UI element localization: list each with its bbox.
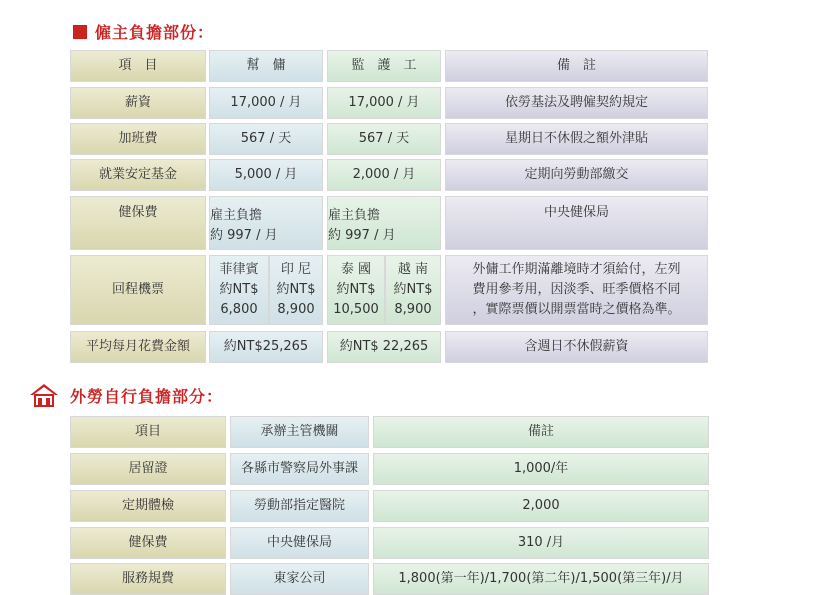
s2-header-agency: 承辦主管機關 — [230, 416, 369, 448]
fund-helper: 5,000 / 月 — [209, 159, 323, 191]
s2-agency-service-fee: 東家公司 — [230, 563, 369, 595]
row-label-return-ticket: 回程機票 — [70, 255, 206, 325]
average-note: 含週日不休假薪資 — [445, 331, 708, 363]
s2-agency-health-insurance: 中央健保局 — [230, 527, 369, 559]
fund-caregiver: 2,000 / 月 — [327, 159, 441, 191]
s2-note-service-fee: 1,800(第一年)/1,700(第二年)/1,500(第三年)/月 — [373, 563, 709, 595]
row-label-average-monthly: 平均每月花費金額 — [70, 331, 206, 363]
ticket-indonesia-country: 印 尼 — [280, 262, 312, 277]
health-caregiver-line2: 約 997 / 月 — [328, 228, 396, 243]
house-icon — [28, 382, 60, 408]
s2-label-health-checkup: 定期體檢 — [70, 490, 226, 522]
ticket-thailand-country: 泰 國 — [340, 262, 372, 277]
average-caregiver: 約NT$ 22,265 — [327, 331, 441, 363]
ticket-indonesia-amount: 8,900 — [277, 302, 315, 317]
health-helper — [209, 196, 323, 250]
ticket-note-line2: 費用參考用，因淡季、旺季價格不同 — [472, 282, 681, 297]
row-label-salary: 薪資 — [70, 87, 206, 119]
s2-header-item: 項目 — [70, 416, 226, 448]
s2-label-health-insurance: 健保費 — [70, 527, 226, 559]
s2-agency-health-checkup: 勞動部指定醫院 — [230, 490, 369, 522]
salary-note: 依勞基法及聘僱契約規定 — [445, 87, 708, 119]
health-note: 中央健保局 — [445, 196, 708, 250]
header-note: 備 註 — [445, 50, 708, 82]
health-caregiver — [327, 196, 441, 250]
employer-section-title — [73, 20, 214, 43]
row-label-health-insurance: 健保費 — [70, 196, 206, 250]
s2-note-health-insurance: 310 /月 — [373, 527, 709, 559]
ticket-thailand-currency: 約NT$ — [336, 282, 376, 297]
ticket-note-line3: ，實際票價以開票當時之價格為準。 — [472, 302, 681, 317]
ticket-vietnam-amount: 8,900 — [394, 302, 432, 317]
employer-section-title-text: 僱主負擔部份： — [95, 23, 215, 42]
header-helper: 幫 傭 — [209, 50, 323, 82]
s2-agency-residence-permit: 各縣市警察局外事課 — [230, 453, 369, 485]
fund-note: 定期向勞動部繳交 — [445, 159, 708, 191]
salary-caregiver: 17,000 / 月 — [327, 87, 441, 119]
overtime-caregiver: 567 / 天 — [327, 123, 441, 155]
ticket-note — [445, 255, 708, 325]
ticket-philippines-amount: 6,800 — [220, 302, 258, 317]
header-item: 項 目 — [70, 50, 206, 82]
row-label-stabilization-fund: 就業安定基金 — [70, 159, 206, 191]
ticket-thailand-amount: 10,500 — [333, 302, 379, 317]
health-helper-line2: 約 997 / 月 — [210, 228, 278, 243]
worker-section-title — [28, 382, 223, 408]
ticket-philippines-currency: 約NT$ — [219, 282, 259, 297]
ticket-indonesia-currency: 約NT$ — [276, 282, 316, 297]
row-label-overtime: 加班費 — [70, 123, 206, 155]
ticket-philippines-country: 菲律賓 — [219, 262, 259, 277]
header-caregiver: 監 護 工 — [327, 50, 441, 82]
ticket-thailand — [327, 255, 385, 325]
overtime-note: 星期日不休假之額外津貼 — [445, 123, 708, 155]
ticket-vietnam-currency: 約NT$ — [393, 282, 433, 297]
ticket-vietnam — [385, 255, 441, 325]
ticket-indonesia — [269, 255, 323, 325]
health-caregiver-line1: 雇主負擔 — [328, 208, 381, 223]
red-square-icon — [73, 25, 87, 39]
s2-label-residence-permit: 居留證 — [70, 453, 226, 485]
s2-label-service-fee: 服務規費 — [70, 563, 226, 595]
health-helper-line1: 雇主負擔 — [210, 208, 263, 223]
s2-note-health-checkup: 2,000 — [373, 490, 709, 522]
salary-helper: 17,000 / 月 — [209, 87, 323, 119]
ticket-vietnam-country: 越 南 — [397, 262, 429, 277]
ticket-philippines — [209, 255, 269, 325]
average-helper: 約NT$25,265 — [209, 331, 323, 363]
worker-section-title-text: 外勞自行負擔部分： — [70, 386, 224, 406]
s2-note-residence-permit: 1,000/年 — [373, 453, 709, 485]
s2-header-note: 備註 — [373, 416, 709, 448]
ticket-note-line1: 外傭工作期滿離境時才須給付，左列 — [472, 262, 681, 277]
overtime-helper: 567 / 天 — [209, 123, 323, 155]
